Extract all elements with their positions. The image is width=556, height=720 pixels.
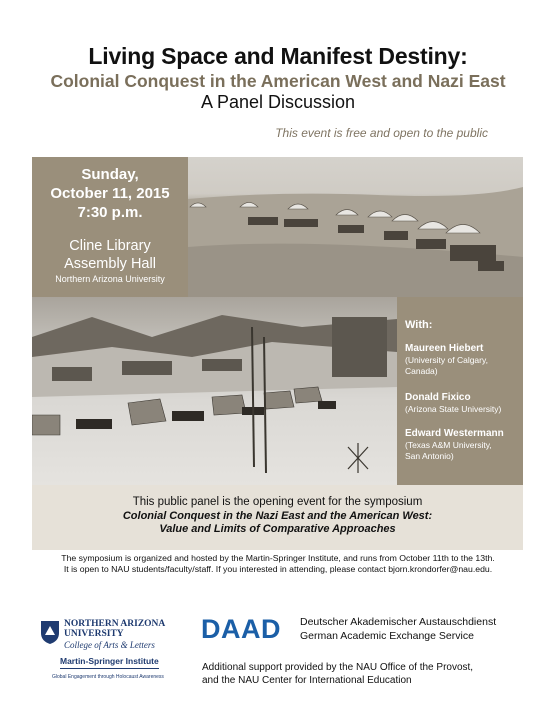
with-label: With: — [405, 319, 433, 331]
organizer-line1: The symposium is organized and hosted by the Martin-Springer Institute, and runs from October 11th to the 13th. — [61, 553, 495, 563]
panelists-panel — [397, 297, 523, 485]
event-date: October 11, 2015 — [50, 185, 170, 202]
venue-line1: Cline Library — [69, 238, 151, 254]
page-subtitle: Colonial Conquest in the American West and Nazi East — [50, 71, 506, 91]
event-datetime — [32, 165, 188, 222]
institute-name: Martin-Springer Institute — [60, 656, 159, 669]
speaker-name: Maureen Hiebert — [405, 343, 484, 354]
wagon-train-image — [188, 157, 523, 297]
event-time: 7:30 p.m. — [77, 204, 143, 221]
page-title: Living Space and Manifest Destiny: — [88, 43, 468, 69]
speaker-2 — [405, 392, 521, 415]
venue-line2: Assembly Hall — [64, 256, 156, 272]
symposium-title-line1: Colonial Conquest in the Nazi East and the American West: — [122, 510, 433, 522]
nau-name-line1: NORTHERN ARIZONA — [64, 619, 166, 629]
venue-university: Northern Arizona University — [55, 274, 165, 284]
daad-name-de: Deutscher Akademischer Austauschdienst — [300, 616, 497, 628]
speaker-name: Donald Fixico — [405, 392, 471, 403]
event-info-panel — [32, 157, 188, 297]
speaker-affiliation: (Arizona State University) — [405, 404, 502, 414]
support-line2: and the NAU Center for International Education — [202, 675, 412, 686]
nau-name — [64, 619, 174, 639]
daad-logo: DAAD — [201, 614, 281, 644]
speaker-affiliation: (Texas A&M University, — [405, 440, 492, 450]
speaker-name: Edward Westermann — [405, 428, 504, 439]
wagon-train-photo — [188, 157, 523, 297]
speaker-affiliation: Canada) — [405, 366, 438, 376]
speaker-affiliation: San Antonio) — [405, 451, 454, 461]
winter-village-photo — [32, 297, 397, 485]
event-kind: A Panel Discussion — [200, 92, 356, 112]
nau-name-line2: UNIVERSITY — [64, 629, 124, 639]
symposium-intro: This public panel is the opening event for the symposium — [132, 496, 423, 508]
nau-shield-icon — [40, 620, 60, 645]
nau-logo — [40, 618, 176, 682]
nau-college: College of Arts & Letters — [64, 640, 155, 650]
daad-name-en: German Academic Exchange Service — [300, 630, 474, 642]
support-line1: Additional support provided by the NAU Office of the Provost, — [202, 662, 474, 673]
symposium-title-line2: Value and Limits of Comparative Approaches — [159, 523, 396, 535]
symposium-title — [32, 510, 523, 536]
speaker-3 — [405, 428, 521, 462]
institute-tagline: Global Engagement through Holocaust Awareness — [52, 674, 164, 680]
winter-wagons-image — [32, 297, 397, 485]
organizer-line2: It is open to NAU students/faculty/staff. If you interested in attending, please contact bjorn.krondorfer@nau.edu. — [63, 564, 493, 574]
free-note: This event is free and open to the public — [275, 126, 488, 140]
speaker-1 — [405, 343, 521, 377]
event-day: Sunday, — [81, 166, 139, 183]
symposium-band — [32, 485, 523, 550]
speaker-affiliation: (University of Calgary, — [405, 355, 488, 365]
event-venue — [32, 237, 188, 273]
